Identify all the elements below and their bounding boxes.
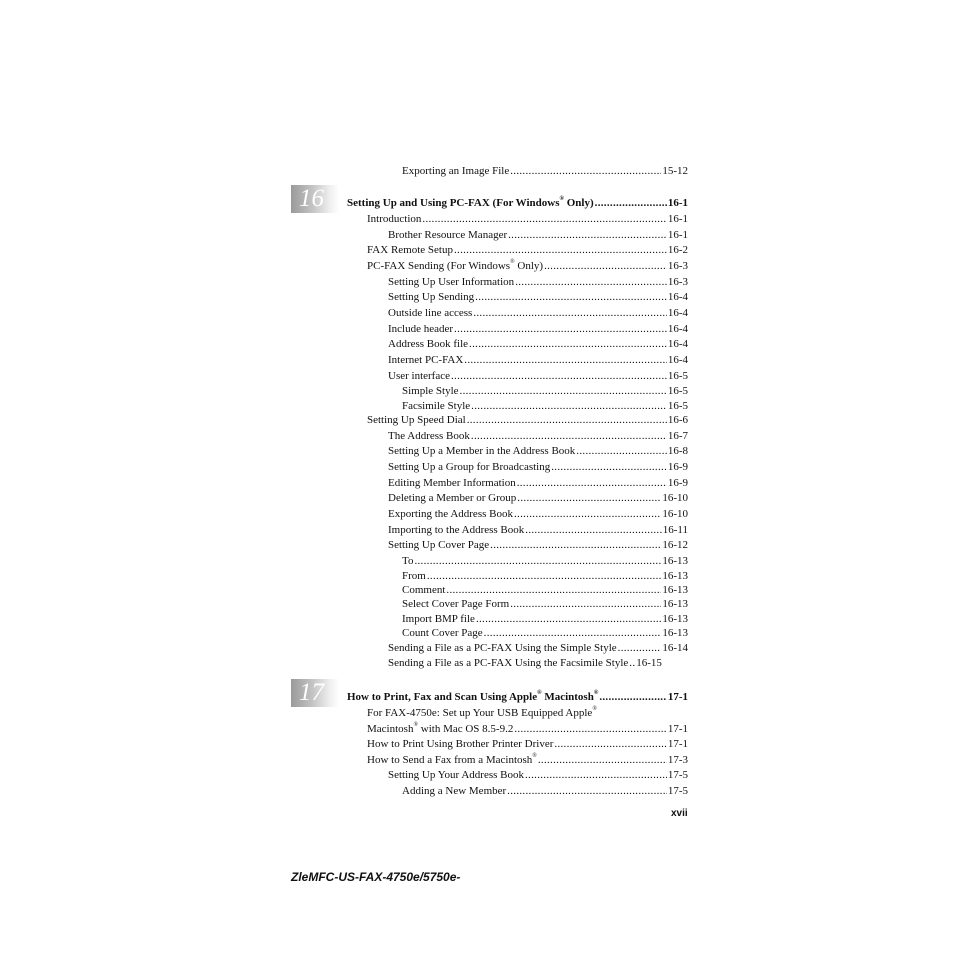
dot-leader: [451, 370, 667, 383]
chapter-entry[interactable]: [347, 689, 688, 704]
entry-page-number: 16-5: [667, 370, 688, 382]
entry-page-number: 16-5: [667, 385, 688, 397]
dot-leader: [510, 598, 661, 611]
entry-page-number: 16-4: [667, 307, 688, 319]
dot-leader: [454, 244, 667, 257]
entry-title: [388, 492, 516, 505]
entry-text: Only): [563, 197, 594, 209]
entry-title: [388, 307, 472, 320]
dot-leader: [484, 627, 662, 640]
toc-entry[interactable]: [367, 412, 688, 427]
entry-page-number: 17-1: [667, 723, 688, 735]
entry-page-number: 16-1: [667, 197, 688, 209]
toc-entry[interactable]: [402, 383, 688, 398]
dot-leader: [544, 260, 667, 273]
entry-text: Setting Up and Using PC-FAX (For Windows: [347, 197, 560, 209]
entry-title: [367, 707, 597, 720]
entry-page-number: 16-6: [667, 414, 688, 426]
entry-title: [367, 260, 543, 273]
entry-text: How to Print, Fax and Scan Using Apple: [347, 691, 538, 703]
entry-page-number: 16-7: [667, 430, 688, 442]
toc-entry[interactable]: [402, 783, 688, 798]
dot-leader: [576, 445, 667, 458]
entry-text: with Mac OS 8.5-9.2: [418, 723, 514, 735]
entry-text: Import BMP file: [402, 613, 475, 625]
entry-title: [388, 539, 489, 552]
entry-text: Only): [514, 260, 544, 272]
entry-text: Address Book file: [388, 338, 469, 350]
entry-title: [388, 642, 617, 655]
entry-page-number: 17-3: [667, 754, 688, 766]
entry-page-number: 17-1: [667, 738, 688, 750]
registered-mark: ®: [510, 259, 515, 266]
entry-text: How to Send a Fax from a Macintosh: [367, 754, 533, 766]
toc-entry[interactable]: [388, 227, 688, 242]
toc-entry[interactable]: [367, 258, 688, 273]
entry-text: Outside line access: [388, 307, 473, 319]
dot-leader: [595, 197, 667, 210]
entry-page-number: 16-5: [667, 400, 688, 412]
entry-page-number: 16-8: [667, 445, 688, 457]
entry-text: To: [402, 555, 414, 567]
toc-entry[interactable]: [367, 211, 688, 226]
entry-title: [388, 229, 507, 242]
entry-text: Exporting an Image File: [402, 165, 510, 177]
entry-page-number: 16-4: [667, 354, 688, 366]
entry-text: Include header: [388, 323, 454, 335]
toc-entry[interactable]: [402, 596, 688, 611]
entry-text: Select Cover Page Form: [402, 598, 510, 610]
dot-leader: [515, 276, 667, 289]
dot-leader: [490, 539, 661, 552]
entry-title: [388, 508, 513, 521]
dot-leader: [422, 213, 666, 226]
entry-text: Importing to the Address Book: [388, 524, 525, 536]
toc-entry[interactable]: [388, 459, 688, 474]
entry-page-number: 16-15: [636, 657, 662, 669]
entry-title: [367, 754, 537, 767]
chapter-tab: 16: [291, 185, 339, 213]
entry-text: Setting Up Sending: [388, 291, 475, 303]
entry-text: Deleting a Member or Group: [388, 492, 517, 504]
entry-title: [367, 414, 466, 427]
entry-title: [402, 785, 506, 798]
registered-mark: ®: [593, 690, 599, 697]
toc-entry[interactable]: [388, 522, 688, 537]
entry-title: [402, 598, 509, 611]
dot-leader: [467, 414, 667, 427]
entry-title: [388, 338, 468, 351]
entry-text: Internet PC-FAX: [388, 354, 464, 366]
registered-mark: ®: [537, 690, 542, 697]
dot-leader: [554, 738, 666, 751]
entry-text: Setting Up User Information: [388, 276, 515, 288]
entry-text: Adding a New Member: [402, 785, 507, 797]
toc-entry[interactable]: [367, 242, 688, 257]
toc-entry[interactable]: [388, 368, 688, 383]
entry-text: From: [402, 570, 426, 582]
entry-page-number: 16-13: [662, 555, 688, 567]
entry-page-number: 17-5: [667, 769, 688, 781]
dot-leader: [469, 338, 667, 351]
entry-text: Comment: [402, 584, 446, 596]
entry-page-number: 16-13: [662, 570, 688, 582]
entry-page-number: 16-13: [662, 584, 688, 596]
entry-page-number: 16-13: [662, 627, 688, 639]
entry-title: [388, 354, 463, 367]
entry-title: [402, 555, 413, 568]
dot-leader: [471, 430, 667, 443]
entry-page-number: 16-9: [667, 461, 688, 473]
entry-text: Setting Up Speed Dial: [367, 414, 466, 426]
entry-page-number: 16-10: [662, 508, 688, 520]
entry-text: Count Cover Page: [402, 627, 483, 639]
dot-leader: [517, 477, 667, 490]
registered-mark: ®: [413, 722, 419, 729]
entry-page-number: 16-14: [662, 642, 688, 654]
dot-leader: [473, 307, 667, 320]
toc-entry[interactable]: [388, 490, 688, 505]
toc-entry[interactable]: [388, 475, 688, 490]
entry-title: [388, 370, 450, 383]
toc-entry[interactable]: [402, 568, 688, 583]
entry-title: [388, 430, 470, 443]
dot-leader: [508, 229, 667, 242]
entry-title: [388, 291, 474, 304]
entry-title: [388, 461, 550, 474]
entry-text: Setting Up Your Address Book: [388, 769, 524, 781]
entry-text: PC-FAX Sending (For Windows: [367, 260, 511, 272]
entry-page-number: 16-12: [662, 539, 688, 551]
entry-text: Macintosh: [541, 691, 594, 703]
entry-page-number: 16-1: [667, 213, 688, 225]
document-footer: ZleMFC-US-FAX-4750e/5750e-: [291, 870, 461, 884]
dot-leader: [525, 769, 667, 782]
dot-leader: [629, 657, 635, 670]
dot-leader: [464, 354, 667, 367]
entry-title: [402, 165, 509, 178]
toc-entry[interactable]: [402, 398, 688, 413]
toc-entry[interactable]: [388, 506, 688, 521]
toc-entry[interactable]: [388, 428, 688, 443]
entry-title: [367, 213, 421, 226]
entry-text: Macintosh: [367, 723, 414, 735]
entry-page-number: 16-13: [662, 598, 688, 610]
entry-page-number: 16-4: [667, 338, 688, 350]
entry-text: Brother Resource Manager: [388, 229, 508, 241]
entry-text: Setting Up Cover Page: [388, 539, 490, 551]
dot-leader: [507, 785, 667, 798]
entry-title: [402, 627, 483, 640]
dot-leader: [514, 508, 661, 521]
toc-entry[interactable]: [388, 537, 688, 552]
toc-entry[interactable]: [388, 443, 688, 458]
entry-title: [367, 244, 453, 257]
registered-mark: ®: [592, 706, 597, 713]
entry-page-number: 16-1: [667, 229, 688, 241]
entry-page-number: 16-9: [667, 477, 688, 489]
entry-page-number: 16-4: [667, 291, 688, 303]
dot-leader: [514, 723, 666, 736]
entry-text: Introduction: [367, 213, 422, 225]
entry-title: [388, 445, 575, 458]
chapter-entry[interactable]: [347, 195, 688, 210]
entry-text: User interface: [388, 370, 450, 382]
toc-entry[interactable]: [367, 752, 688, 767]
entry-text: Sending a File as a PC-FAX Using the Facsimile Style: [388, 657, 629, 669]
entry-text: Simple Style: [402, 385, 459, 397]
toc-entry[interactable]: [402, 582, 688, 597]
entry-title: [388, 524, 524, 537]
entry-page-number: 16-2: [667, 244, 688, 256]
dot-leader: [618, 642, 662, 655]
toc-entry[interactable]: [402, 163, 688, 178]
toc-entry[interactable]: [402, 625, 688, 640]
toc-entry[interactable]: [388, 305, 688, 320]
toc-entry[interactable]: [388, 640, 688, 655]
entry-title: [388, 769, 524, 782]
entry-title: [388, 477, 516, 490]
toc-entry[interactable]: [388, 289, 688, 304]
entry-text: How to Print Using Brother Printer Driver: [367, 738, 554, 750]
dot-leader: [538, 754, 667, 767]
entry-text: FAX Remote Setup: [367, 244, 453, 256]
dot-leader: [475, 291, 667, 304]
entry-page-number: 16-4: [667, 323, 688, 335]
entry-page-number: 15-12: [662, 165, 688, 177]
registered-mark: ®: [532, 753, 537, 760]
dot-leader: [551, 461, 667, 474]
entry-page-number: 16-13: [662, 613, 688, 625]
entry-title: [388, 276, 514, 289]
entry-page-number: 17-5: [667, 785, 688, 797]
entry-title: [402, 385, 459, 398]
entry-title: [347, 197, 594, 210]
entry-title: [388, 657, 628, 670]
entry-text: Setting Up a Member in the Address Book: [388, 445, 576, 457]
toc-entry[interactable]: [367, 705, 597, 720]
entry-text: Setting Up a Group for Broadcasting: [388, 461, 551, 473]
dot-leader: [454, 323, 667, 336]
toc-entry[interactable]: [388, 336, 688, 351]
dot-leader: [599, 691, 667, 704]
entry-page-number: 16-3: [667, 260, 688, 272]
toc-entry[interactable]: [367, 736, 688, 751]
entry-title: [367, 738, 553, 751]
entry-text: The Address Book: [388, 430, 470, 442]
entry-page-number: 17-1: [667, 691, 688, 703]
dot-leader: [460, 385, 667, 398]
entry-text: For FAX-4750e: Set up Your USB Equipped Apple: [367, 707, 593, 719]
toc-entry[interactable]: [402, 611, 688, 626]
entry-text: Exporting the Address Book: [388, 508, 513, 520]
page-number: xvii: [671, 808, 688, 819]
entry-text: Sending a File as a PC-FAX Using the Simple Style: [388, 642, 617, 654]
toc-entry[interactable]: [388, 352, 688, 367]
chapter-tab: 17: [291, 679, 339, 707]
registered-mark: ®: [559, 196, 564, 203]
dot-leader: [510, 165, 661, 178]
toc-entry[interactable]: [388, 655, 688, 670]
toc-entry[interactable]: [388, 274, 688, 289]
toc-entry[interactable]: [388, 321, 688, 336]
toc-entry[interactable]: [402, 553, 688, 568]
entry-text: Facsimile Style: [402, 400, 471, 412]
entry-title: [388, 323, 453, 336]
entry-page-number: 16-10: [662, 492, 688, 504]
toc-entry[interactable]: [367, 721, 688, 736]
entry-title: [367, 723, 513, 736]
dot-leader: [414, 555, 661, 568]
entry-text: Editing Member Information: [388, 477, 516, 489]
entry-page-number: 16-11: [662, 524, 688, 536]
toc-entry[interactable]: [388, 767, 688, 782]
dot-leader: [517, 492, 661, 505]
dot-leader: [525, 524, 661, 537]
entry-page-number: 16-3: [667, 276, 688, 288]
entry-title: [347, 691, 598, 704]
